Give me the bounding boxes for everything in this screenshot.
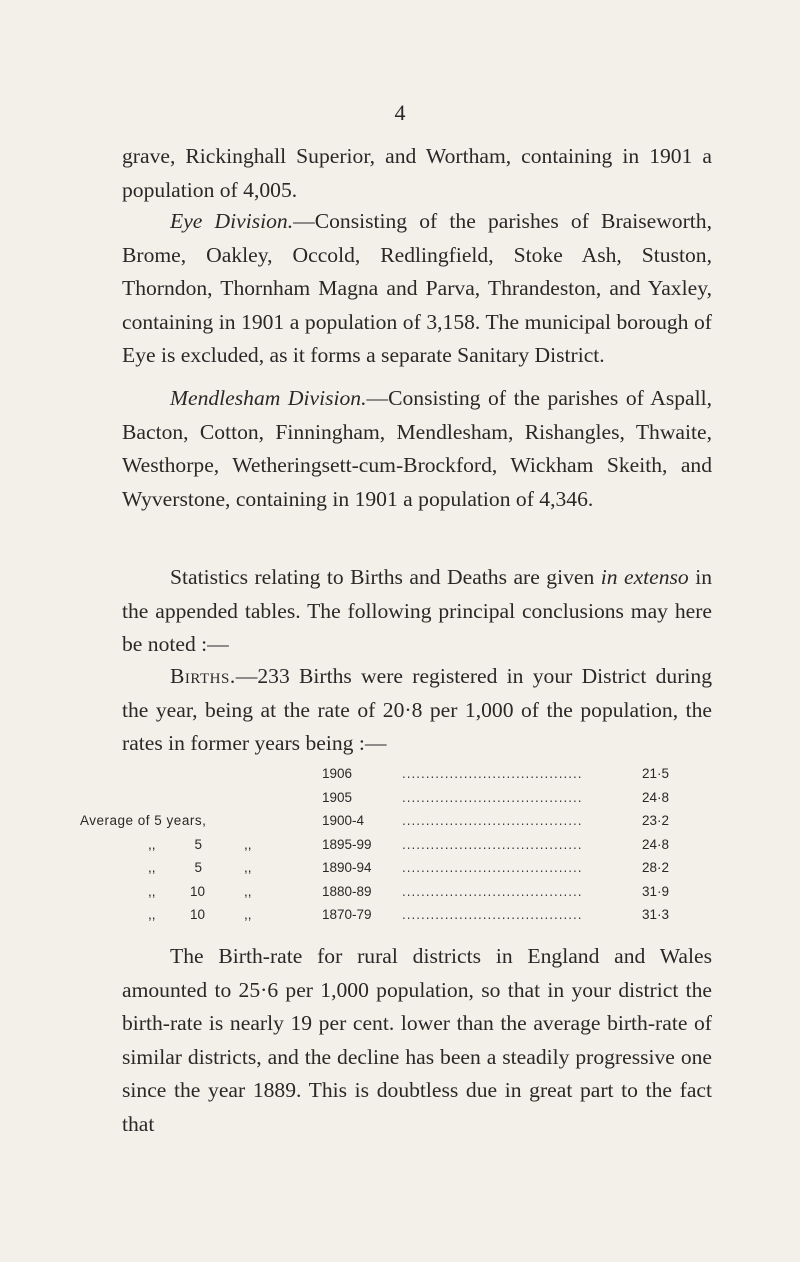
table-row [122, 762, 712, 786]
row-label: Average of 5 years, [80, 813, 207, 828]
row-period: 1906 [322, 766, 353, 781]
ditto-mark: ,, [148, 907, 156, 922]
row-rate: 21·5 [642, 766, 670, 781]
paragraph-birth-rate: The Birth-rate for rural districts in England and Wales amounted to 25·6 per 1,000 population, so that in your district the birth-rate is nearly 19 per cent. lower than the average birth-rate of similar districts, and the decline has been a steadily progressive one since the year 1889. This is doubtless due in great part to the fact that [122, 944, 712, 1136]
births-heading: Births. [170, 664, 236, 688]
leader-dots: ...................................... [402, 789, 583, 805]
leader-dots: ...................................... [402, 813, 583, 828]
page-number: 4 [394, 100, 406, 125]
row-rate: 28·2 [642, 860, 670, 875]
mendlesham-division-heading: Mendlesham Division. [170, 386, 367, 410]
row-period: 1870-79 [322, 907, 372, 922]
table-row [122, 833, 712, 857]
paragraph-births [122, 660, 712, 761]
row-period: 1880-89 [322, 883, 372, 899]
table-row [80, 809, 712, 833]
births-text: —233 Births were registered in your District during the year, being at the rate of 20·8 per 1,000 of the population, the rates in former years being :— [122, 664, 712, 755]
paragraph-statistics [122, 561, 712, 662]
ditto-mark: ,, [244, 883, 252, 899]
table-row [122, 786, 712, 810]
table-row [122, 880, 712, 904]
ditto-mark: ,, [244, 836, 252, 852]
ditto-mark: ,, [148, 836, 156, 852]
leader-dots: ...................................... [402, 883, 583, 899]
statistics-text-after: in the appended tables. The following principal conclusions may here be noted :— [122, 565, 712, 656]
paragraph-intro: grave, Rickinghall Superior, and Wortham, containing in 1901 a population of 4,005. [122, 144, 712, 202]
paragraph-eye-division [122, 205, 712, 373]
row-rate: 24·8 [642, 789, 670, 805]
table-row [122, 856, 712, 880]
row-period: 1890-94 [322, 860, 372, 875]
paragraph-mendlesham-division [122, 382, 712, 516]
ditto-mark: ,, [244, 907, 252, 922]
leader-dots: ...................................... [402, 907, 583, 922]
eye-division-text: —Consisting of the parishes of Braiseworth, Brome, Oakley, Occold, Redlingfield, Stoke Ash, Stuston, Thorndon, Thornham Magna and Parva, Thrandeston, and Yaxley, containing in 1901 a population of 3,158. The municipal borough of Eye is excluded, as it forms a separate Sanitary District. [122, 209, 712, 367]
ditto-mark: ,, [148, 883, 156, 899]
table-row [122, 903, 712, 927]
eye-division-heading: Eye Division. [170, 209, 294, 233]
row-rate: 31·9 [642, 883, 670, 899]
leader-dots: ...................................... [402, 860, 583, 875]
leader-dots: ...................................... [402, 836, 583, 852]
leader-dots: ...................................... [402, 766, 583, 781]
ditto-mark: ,, [148, 860, 156, 875]
row-years: 5 [194, 860, 202, 875]
statistics-italic: in extenso [600, 565, 689, 589]
birth-rates-table [80, 762, 712, 927]
row-rate: 23·2 [642, 813, 670, 828]
row-period: 1900-4 [322, 813, 365, 828]
ditto-mark: ,, [244, 860, 252, 875]
row-years: 10 [190, 883, 206, 899]
statistics-text-before: Statistics relating to Births and Deaths are given [170, 565, 601, 589]
row-years: 5 [194, 836, 202, 852]
row-rate: 31·3 [642, 907, 670, 922]
row-years: 10 [190, 907, 206, 922]
row-period: 1905 [322, 789, 353, 805]
row-period: 1895-99 [322, 836, 372, 852]
mendlesham-division-text: —Consisting of the parishes of Aspall, Bacton, Cotton, Finningham, Mendlesham, Rishangles, Thwaite, Westhorpe, Wetheringsett-cum-Brockford, Wickham Skeith, and Wyverstone, containing in 1901 a population of 4,346. [122, 386, 712, 511]
row-rate: 24·8 [642, 836, 670, 852]
